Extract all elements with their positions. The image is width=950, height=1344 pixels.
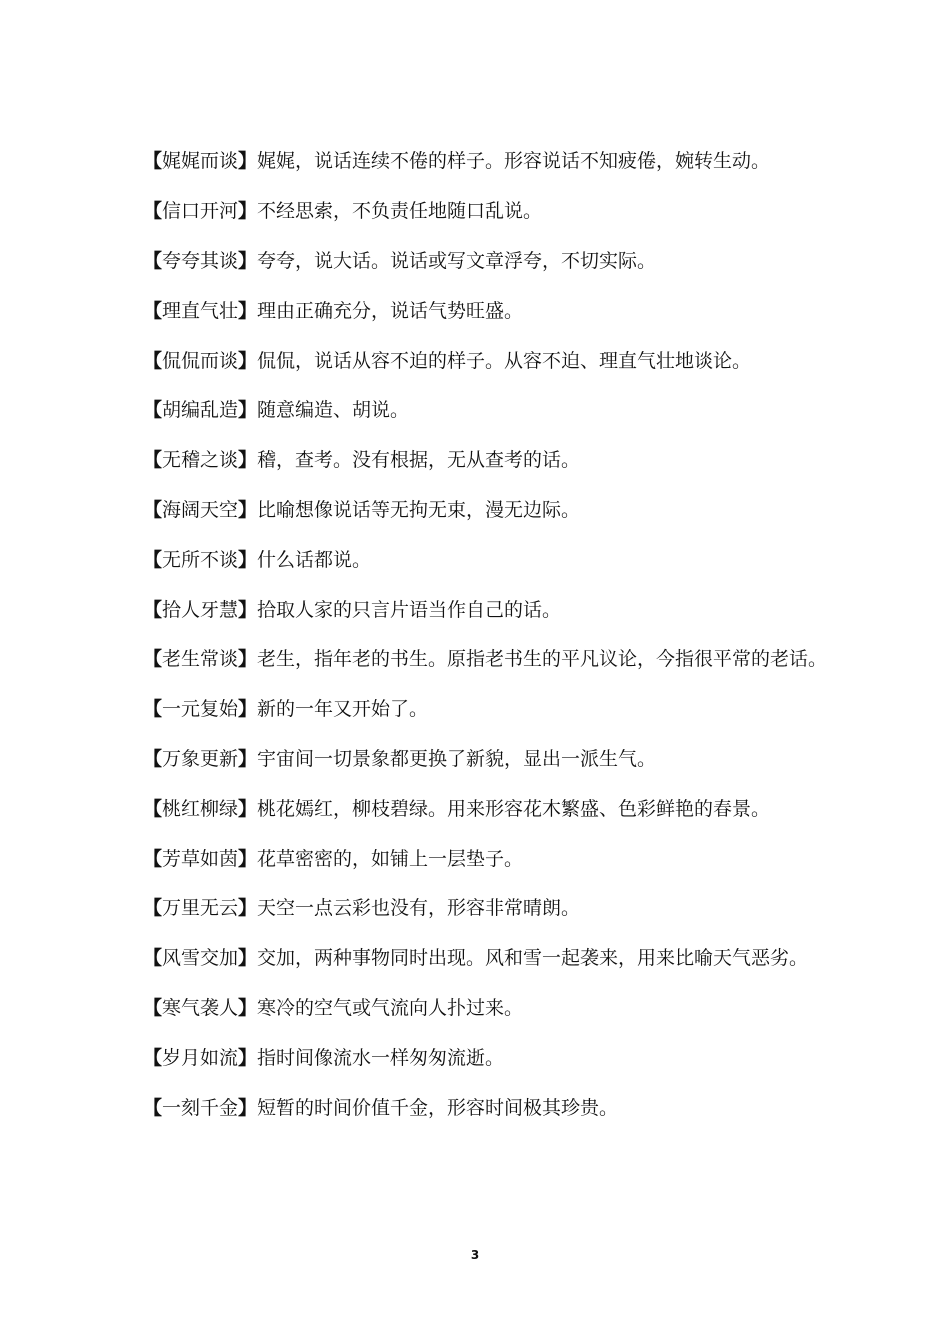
idiom-definition: 老生，指年老的书生。原指老书生的平凡议论，今指很平常的老话。: [257, 648, 828, 671]
idiom-term: 【理直气壮】: [143, 299, 258, 322]
idiom-definition: 寒冷的空气或气流向人扑过来。: [257, 996, 524, 1019]
idiom-term: 【侃侃而谈】: [143, 349, 258, 372]
idiom-definition: 交加，两种事物同时出现。风和雪一起袭来，用来比喻天气恶劣。: [257, 947, 809, 970]
idiom-entry: [143, 784, 923, 834]
idiom-term: 【风雪交加】: [143, 947, 258, 970]
idiom-term: 【海阔天空】: [143, 498, 258, 521]
idiom-term: 【万里无云】: [143, 897, 258, 920]
idiom-definition: 指时间像流水一样匆匆流逝。: [257, 1046, 505, 1069]
idiom-entry: [143, 585, 923, 635]
idiom-definition: 宇宙间一切景象都更换了新貌，显出一派生气。: [257, 747, 657, 770]
idiom-term: 【娓娓而谈】: [143, 150, 258, 173]
idiom-term: 【岁月如流】: [143, 1046, 258, 1069]
idiom-definition: 不经思索，不负责任地随口乱说。: [257, 200, 543, 223]
idiom-entry: [143, 535, 923, 585]
idiom-entry: [143, 934, 923, 984]
idiom-entry: [143, 436, 923, 486]
idiom-definition: 稽，查考。没有根据，无从查考的话。: [257, 449, 581, 472]
idiom-definition: 娓娓，说话连续不倦的样子。形容说话不知疲倦，婉转生动。: [257, 150, 771, 173]
idiom-entry: [143, 735, 923, 785]
idiom-term: 【拾人牙慧】: [143, 598, 258, 621]
idiom-entry: [143, 834, 923, 884]
idiom-entry: [143, 286, 923, 336]
idiom-term: 【信口开河】: [143, 200, 258, 223]
idiom-entry: [143, 237, 923, 287]
idiom-definition: 天空一点云彩也没有，形容非常晴朗。: [257, 897, 581, 920]
idiom-definition: 理由正确充分，说话气势旺盛。: [257, 299, 524, 322]
idiom-term: 【万象更新】: [143, 747, 258, 770]
idiom-definition: 拾取人家的只言片语当作自己的话。: [257, 598, 562, 621]
idiom-list: [143, 137, 923, 1133]
idiom-entry: [143, 486, 923, 536]
idiom-definition: 短暂的时间价值千金，形容时间极其珍贵。: [257, 1096, 619, 1119]
idiom-term: 【芳草如茵】: [143, 847, 258, 870]
idiom-entry: [143, 984, 923, 1034]
idiom-entry: [143, 1033, 923, 1083]
page-number: 3: [470, 1248, 480, 1262]
idiom-term: 【夸夸其谈】: [143, 249, 258, 272]
idiom-term: 【一元复始】: [143, 698, 258, 721]
idiom-definition: 夸夸，说大话。说话或写文章浮夸，不切实际。: [257, 249, 657, 272]
idiom-entry: [143, 635, 923, 685]
idiom-definition: 桃花嫣红，柳枝碧绿。用来形容花木繁盛、色彩鲜艳的春景。: [257, 797, 771, 820]
idiom-entry: [143, 187, 923, 237]
idiom-term: 【老生常谈】: [143, 648, 258, 671]
idiom-term: 【桃红柳绿】: [143, 797, 258, 820]
idiom-definition: 比喻想像说话等无拘无束，漫无边际。: [257, 498, 581, 521]
idiom-term: 【胡编乱造】: [143, 399, 258, 422]
idiom-definition: 侃侃，说话从容不迫的样子。从容不迫、理直气壮地谈论。: [257, 349, 752, 372]
idiom-term: 【无稽之谈】: [143, 449, 258, 472]
idiom-definition: 随意编造、胡说。: [257, 399, 410, 422]
idiom-term: 【无所不谈】: [143, 548, 258, 571]
idiom-entry: [143, 137, 923, 187]
idiom-definition: 新的一年又开始了。: [257, 698, 429, 721]
idiom-term: 【一刻千金】: [143, 1096, 258, 1119]
idiom-entry: [143, 1083, 923, 1133]
idiom-entry: [143, 685, 923, 735]
idiom-entry: [143, 884, 923, 934]
idiom-definition: 花草密密的，如铺上一层垫子。: [257, 847, 524, 870]
idiom-entry: [143, 336, 923, 386]
idiom-term: 【寒气袭人】: [143, 996, 258, 1019]
idiom-definition: 什么话都说。: [257, 548, 372, 571]
idiom-entry: [143, 386, 923, 436]
